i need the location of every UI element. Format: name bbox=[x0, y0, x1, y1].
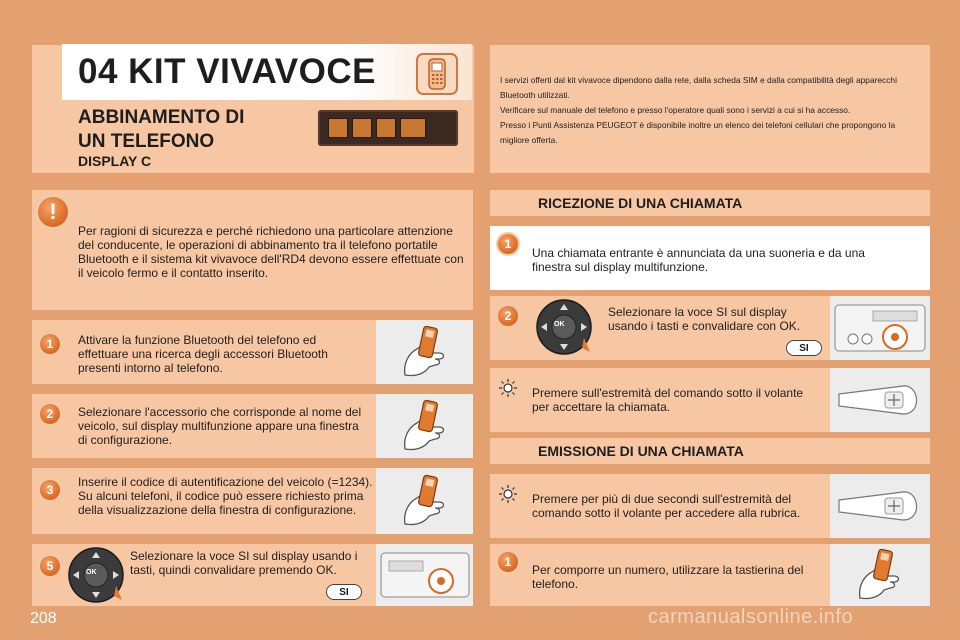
warning-icon: ! bbox=[38, 197, 68, 227]
radio-panel-icon bbox=[830, 296, 930, 360]
emit-heading: EMISSIONE DI UNA CHIAMATA bbox=[490, 438, 930, 464]
display-label: DISPLAY C bbox=[78, 153, 152, 169]
step-text: Selezionare la voce SI sul display usando i tasti, quindi convalidare premendo OK. bbox=[130, 549, 358, 577]
step-number: 1 bbox=[498, 552, 518, 572]
receive-step1-text: Una chiamata entrante è annunciata da una suoneria e da una finestra sul display multifunzione. bbox=[532, 246, 865, 274]
watermark: carmanualsonline.info bbox=[648, 606, 854, 628]
display-screen-icon bbox=[318, 110, 458, 146]
phone-hand-icon bbox=[376, 320, 473, 384]
warning-text: Per ragioni di sicurezza e perché richiedono una particolare attenzione del conducente, le operazioni di abbinamento tra il telefono portatile Bluetooth e il sistema kit vivavoce dell'RD4 devono essere effettuate con il veicolo fermo e il contatto inserito. bbox=[78, 224, 464, 280]
step-text: Selezionare l'accessorio che corrisponde al nome del veicolo, sul display multifunzione appare una finestra di configurazione. bbox=[78, 405, 362, 447]
step-number: 2 bbox=[40, 404, 60, 424]
sun-icon bbox=[498, 484, 518, 504]
intro-line: Verificare sul manuale del telefono e presso l'operatore quali sono i servizi a cui si ha accesso. bbox=[500, 105, 851, 115]
phone-hand-icon bbox=[376, 468, 473, 534]
si-button[interactable]: SI bbox=[326, 584, 362, 600]
step-text: Attivare la funzione Bluetooth del telefono ed effettuare una ricerca degli accessori Bluetooth presenti intorno al telefono. bbox=[78, 333, 328, 375]
radio-panel-icon bbox=[376, 544, 473, 606]
emit-step1-text: Per comporre un numero, utilizzare la tastierina del telefono. bbox=[532, 563, 804, 591]
steering-stalk-icon bbox=[830, 368, 930, 432]
steering-stalk-icon bbox=[830, 474, 930, 538]
phone-hand-icon bbox=[830, 544, 930, 606]
si-button[interactable]: SI bbox=[786, 340, 822, 356]
step-number: 3 bbox=[40, 480, 60, 500]
emit-stalk-text: Premere per più di due secondi sull'estremità del comando sotto il volante per accedere alla rubrica. bbox=[532, 492, 801, 520]
step-number: 1 bbox=[498, 234, 518, 254]
intro-line: I servizi offerti dal kit vivavoce dipendono dalla rete, dalla scheda SIM e dalla compatibilità degli apparecchi Bluetooth utilizzati. bbox=[500, 75, 897, 100]
receive-heading: RICEZIONE DI UNA CHIAMATA bbox=[490, 190, 930, 216]
keypad-ok-label: OK bbox=[554, 321, 565, 328]
step-number: 5 bbox=[40, 556, 60, 576]
phone-hand-icon bbox=[376, 394, 473, 458]
sun-icon bbox=[498, 378, 518, 398]
receive-step2-text: Selezionare la voce SI sul display usando i tasti e convalidare con OK. bbox=[608, 305, 801, 333]
intro-text bbox=[490, 45, 930, 173]
page-number: 208 bbox=[30, 610, 57, 627]
keypad-ok-label: OK bbox=[86, 569, 97, 576]
step-number: 1 bbox=[40, 334, 60, 354]
phone-icon bbox=[416, 53, 458, 95]
intro-line: Presso i Punti Assistenza PEUGEOT è disponibile inoltre un elenco dei telefoni cellulari che propongono la migliore offerta. bbox=[500, 120, 896, 145]
receive-stalk-text: Premere sull'estremità del comando sotto il volante per accettare la chiamata. bbox=[532, 386, 804, 414]
step-text: Inserire il codice di autentificazione del veicolo (=1234). Su alcuni telefoni, il codice può essere richiesto prima della visualizzazione della finestra di configurazione. bbox=[78, 475, 373, 517]
chapter-title: 04 KIT VIVAVOCE bbox=[78, 52, 376, 91]
step-number: 2 bbox=[498, 306, 518, 326]
section-title: ABBINAMENTO DI UN TELEFONO bbox=[78, 107, 245, 152]
